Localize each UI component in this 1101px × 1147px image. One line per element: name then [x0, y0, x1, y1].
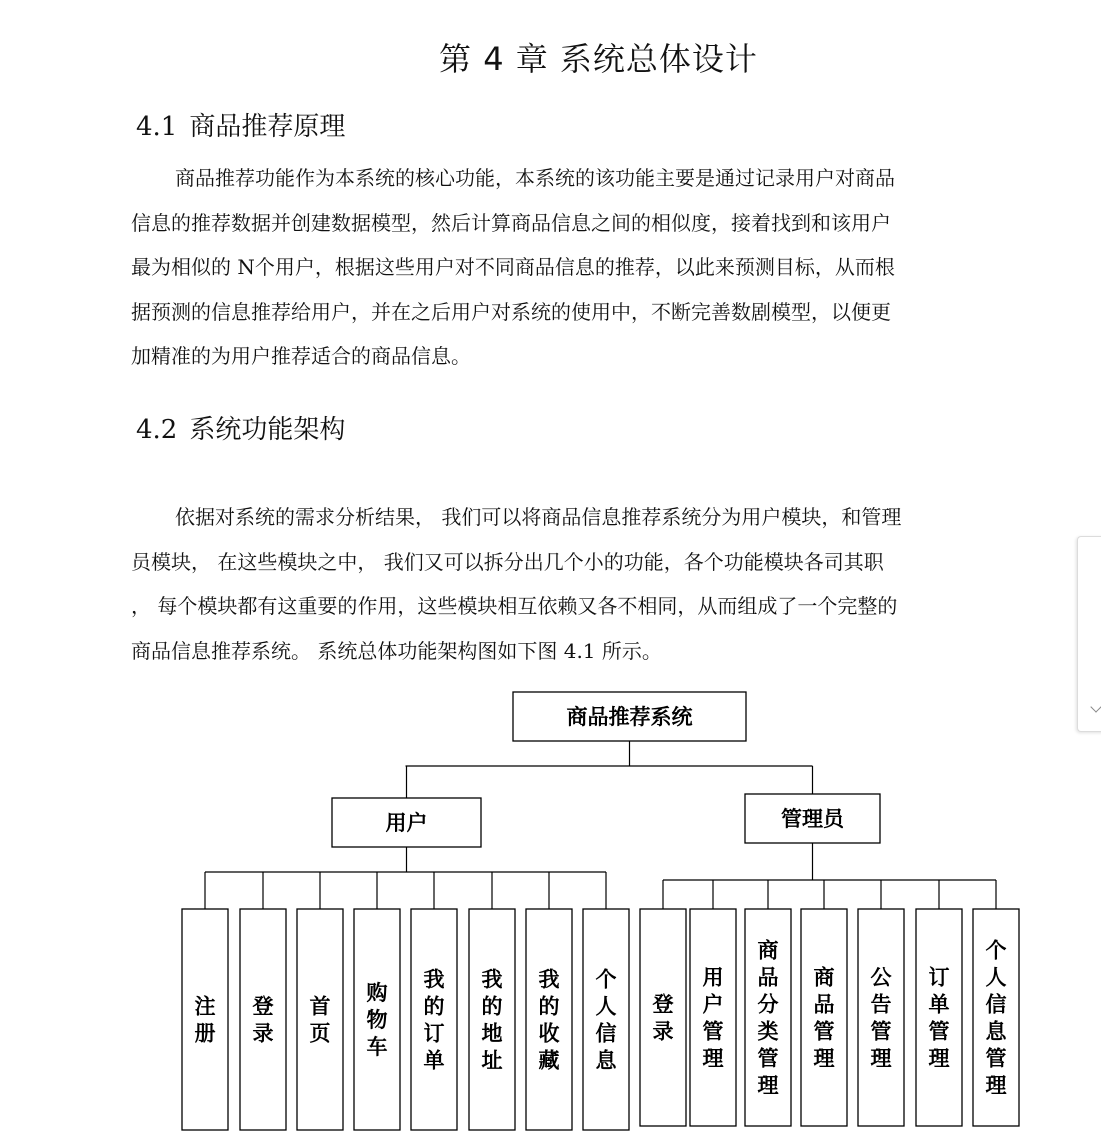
leaf-label-char: 管: [702, 1018, 724, 1044]
leaf-label-char: 息: [985, 1018, 1007, 1044]
leaf-label-char: 登: [652, 991, 674, 1017]
leaf-label-char: 我: [538, 966, 560, 992]
leaf-label-char: 息: [595, 1047, 617, 1073]
leaf-label-char: 注: [194, 993, 216, 1019]
paragraph-line: 商品信息推荐系统。 系统总体功能架构图如下图 4.1 所示。: [131, 638, 662, 663]
leaf-label-char: 人: [985, 964, 1007, 990]
leaf-label-char: 址: [481, 1047, 503, 1073]
leaf-label-char: 公: [870, 964, 892, 990]
leaf-label-char: 登: [252, 993, 274, 1019]
leaf-box: [469, 909, 515, 1130]
leaf-label-char: 理: [985, 1072, 1007, 1098]
leaf-label-char: 车: [366, 1034, 388, 1059]
leaf-label-char: 管: [985, 1045, 1007, 1071]
group-label: 管理员: [781, 806, 844, 831]
paragraph-line: 依据对系统的需求分析结果， 我们可以将商品信息推荐系统分为用户模块，和管理: [175, 505, 902, 529]
leaf-label-char: 信: [985, 991, 1007, 1017]
chevron-down-icon: [1090, 701, 1101, 712]
leaf-label-char: 户: [702, 991, 724, 1017]
paragraph-system-architecture: [131, 495, 1001, 673]
leaf-label-char: 商: [757, 937, 779, 963]
leaf-label-char: 告: [870, 991, 892, 1017]
leaf-label-char: 藏: [538, 1047, 560, 1073]
leaf-label-char: 管: [757, 1045, 779, 1071]
leaf-box: [240, 909, 286, 1130]
paragraph-line: 据预测的信息推荐给用户，并在之后用户对系统的使用中，不断完善数剧模型，以便更: [131, 299, 891, 324]
leaf-label-char: 理: [702, 1045, 724, 1071]
leaf-label-char: 页: [309, 1020, 331, 1046]
leaf-box: [801, 909, 847, 1126]
leaf-label-char: 品: [757, 964, 779, 990]
leaf-box: [640, 909, 686, 1126]
leaf-label-char: 理: [757, 1072, 779, 1098]
leaf-label-char: 品: [813, 991, 835, 1017]
leaf-label-char: 录: [652, 1018, 674, 1044]
side-panel-tab[interactable]: [1077, 536, 1101, 732]
paragraph-line: 加精准的为用户推荐适合的商品信息。: [131, 344, 471, 369]
paragraph-line: 商品推荐功能作为本系统的核心功能，本系统的该功能主要是通过记录用户对商品: [175, 166, 895, 190]
leaf-box: [297, 909, 343, 1130]
leaf-box: [411, 909, 457, 1130]
leaf-label-char: 个: [595, 966, 617, 992]
leaf-label-char: 购: [366, 980, 388, 1005]
group-label: 用户: [385, 810, 428, 835]
leaf-box: [916, 909, 962, 1126]
section-heading-4-1: [136, 106, 345, 143]
leaf-label-char: 单: [423, 1047, 445, 1073]
leaf-label-char: 理: [928, 1045, 950, 1071]
paragraph-line: ， 每个模块都有这重要的作用，这些模块相互依赖又各不相同，从而组成了一个完整的: [131, 594, 898, 619]
leaf-label-char: 订: [423, 1020, 445, 1046]
section-title: 系统功能架构: [189, 415, 346, 445]
leaf-label-char: 用: [702, 964, 724, 990]
section-number: 4.2: [136, 415, 178, 445]
leaf-label-char: 分: [757, 991, 779, 1017]
leaf-label-char: 物: [366, 1007, 388, 1032]
leaf-box: [858, 909, 904, 1126]
leaf-box: [690, 909, 736, 1126]
leaf-label-char: 首: [309, 993, 331, 1019]
paragraph-recommendation-principle: [131, 156, 1001, 379]
leaf-label-char: 管: [870, 1018, 892, 1044]
leaf-box: [583, 909, 629, 1130]
leaf-label-char: 册: [194, 1020, 216, 1046]
section-number: 4.1: [136, 112, 178, 142]
leaf-label-char: 信: [595, 1020, 617, 1046]
leaf-label-char: 的: [481, 993, 503, 1019]
leaf-label-char: 订: [928, 964, 950, 990]
leaf-label-char: 单: [928, 991, 950, 1017]
leaf-label-char: 个: [985, 937, 1007, 963]
section-heading-4-2: [136, 409, 345, 446]
function-architecture-diagram: [0, 680, 1101, 1147]
root-label: 商品推荐系统: [566, 704, 693, 729]
leaf-label-char: 理: [870, 1045, 892, 1071]
leaf-label-char: 我: [423, 966, 445, 992]
leaf-label-char: 类: [757, 1018, 779, 1044]
leaf-box: [526, 909, 572, 1130]
section-title: 商品推荐原理: [189, 112, 346, 142]
leaf-label-char: 管: [928, 1018, 950, 1044]
leaf-label-char: 的: [423, 993, 445, 1019]
leaf-label-char: 人: [595, 993, 617, 1019]
leaf-label-char: 收: [538, 1020, 560, 1046]
leaf-box: [182, 909, 228, 1130]
leaf-label-char: 地: [481, 1020, 503, 1046]
leaf-label-char: 录: [252, 1020, 274, 1046]
paragraph-line: 最为相似的 N个用户，根据这些用户对不同商品信息的推荐，以此来预测目标，从而根: [131, 255, 895, 280]
leaf-label-char: 商: [813, 964, 835, 990]
leaf-label-char: 管: [813, 1018, 835, 1044]
paragraph-line: 信息的推荐数据并创建数据模型，然后计算商品信息之间的相似度，接着找到和该用户: [131, 210, 891, 235]
leaf-label-char: 的: [538, 993, 560, 1019]
chapter-title: 第 4 章 系统总体设计: [439, 40, 758, 78]
leaf-label-char: 我: [481, 966, 503, 992]
leaf-label-char: 理: [813, 1045, 835, 1071]
paragraph-line: 员模块， 在这些模块之中， 我们又可以拆分出几个小的功能，各个功能模块各司其职: [131, 549, 884, 574]
